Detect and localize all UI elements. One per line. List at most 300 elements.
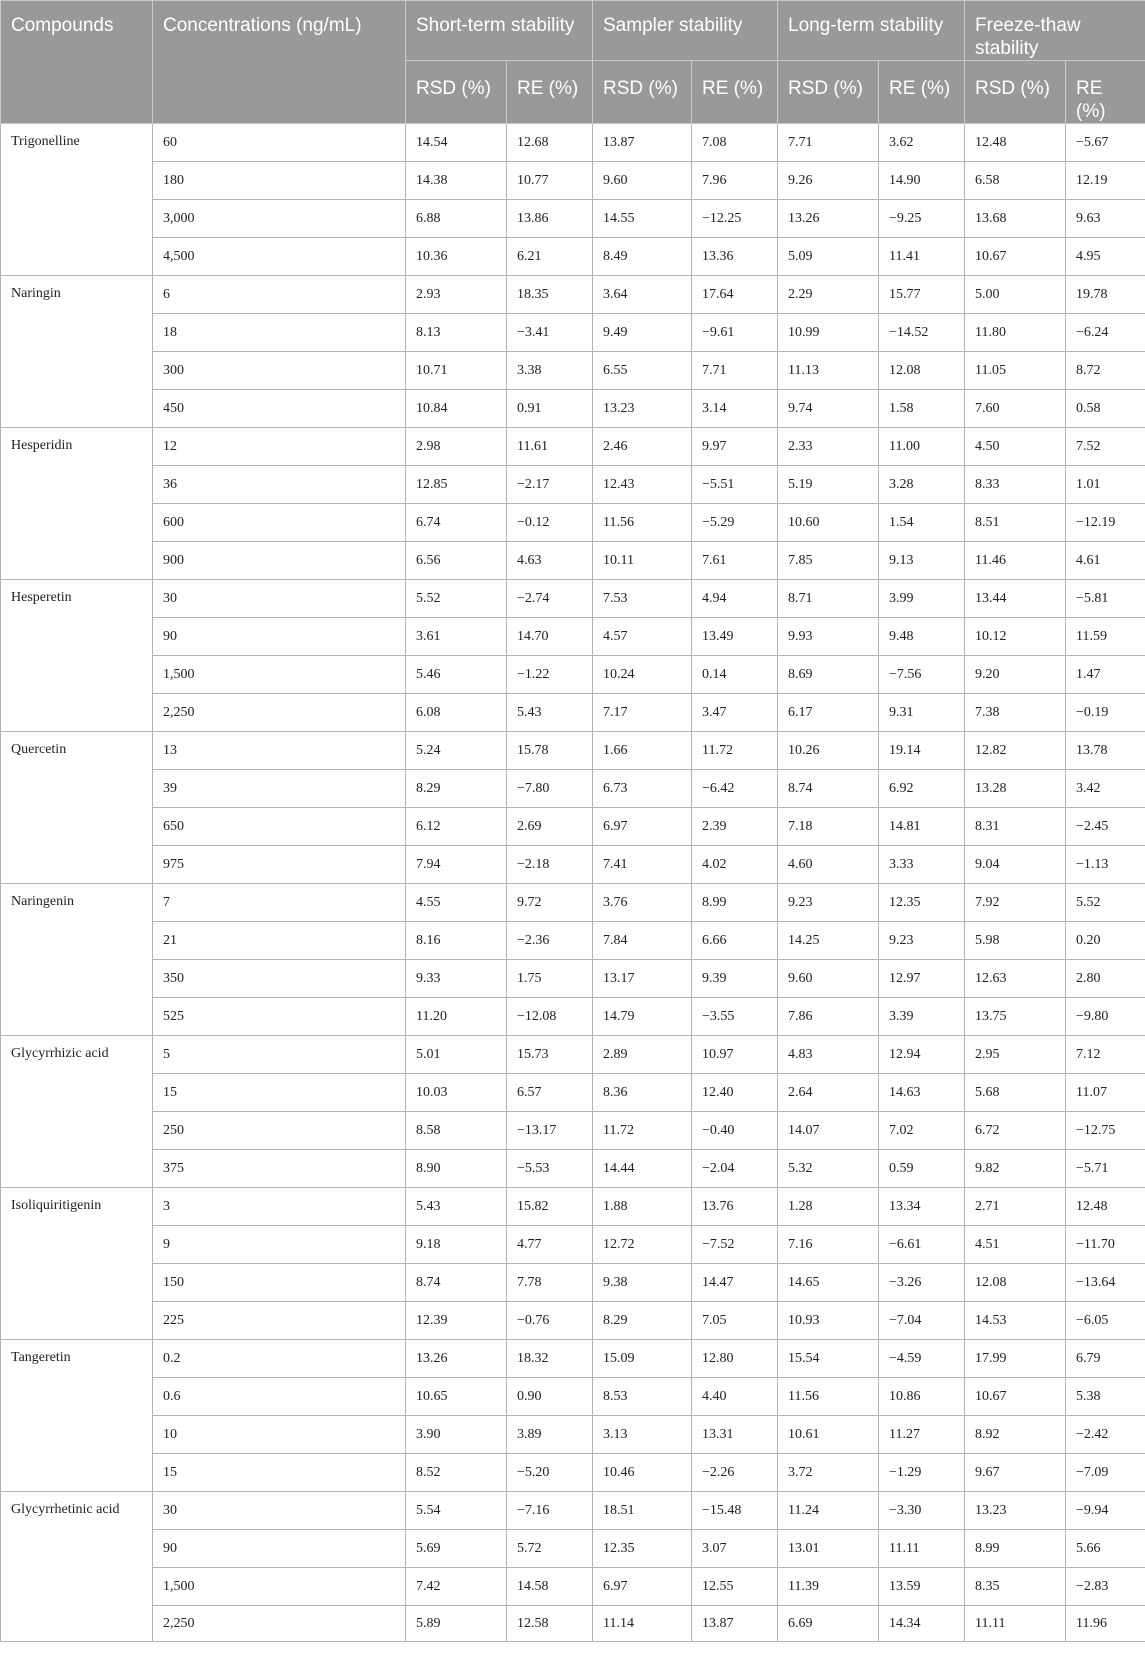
freeze-thaw-re-cell: −11.70 [1066,1226,1145,1264]
sampler-rsd-cell: 8.53 [593,1378,692,1416]
table-row [1,200,1145,238]
long-term-re-cell: −14.52 [879,314,965,352]
short-term-re-cell: −2.17 [507,466,593,504]
sampler-rsd-cell: 14.44 [593,1150,692,1188]
table-row [1,618,1145,656]
concentration-cell: 90 [153,618,406,656]
table-row [1,276,1145,314]
concentration-cell: 650 [153,808,406,846]
short-term-re-cell: 18.35 [507,276,593,314]
long-term-rsd-cell: 7.18 [778,808,879,846]
sampler-rsd-cell: 13.23 [593,390,692,428]
sampler-rsd-cell: 7.41 [593,846,692,884]
table-row [1,1036,1145,1074]
table-header [1,1,1145,124]
sampler-rsd-cell: 12.35 [593,1530,692,1568]
compound-name-cell: Trigonelline [1,124,153,276]
table-row [1,846,1145,884]
short-term-rsd-cell: 8.29 [406,770,507,808]
long-term-rsd-cell: 14.65 [778,1264,879,1302]
sampler-re-cell: 10.97 [692,1036,778,1074]
short-term-rsd-cell: 6.88 [406,200,507,238]
table-row [1,770,1145,808]
short-term-re-cell: −13.17 [507,1112,593,1150]
sampler-re-cell: −3.55 [692,998,778,1036]
concentration-cell: 6 [153,276,406,314]
concentration-cell: 10 [153,1416,406,1454]
sampler-re-cell: 13.49 [692,618,778,656]
freeze-thaw-rsd-cell: 12.48 [965,124,1066,162]
long-term-re-cell: 7.02 [879,1112,965,1150]
short-term-rsd-cell: 5.46 [406,656,507,694]
short-term-rsd-cell: 10.65 [406,1378,507,1416]
long-term-re-cell: 12.08 [879,352,965,390]
sampler-re-cell: 8.99 [692,884,778,922]
freeze-thaw-rsd-cell: 9.82 [965,1150,1066,1188]
long-term-re-cell: 11.00 [879,428,965,466]
short-term-re-cell: 4.63 [507,542,593,580]
freeze-thaw-rsd-cell: 11.05 [965,352,1066,390]
long-term-rsd-cell: 10.99 [778,314,879,352]
table-row [1,1074,1145,1112]
freeze-thaw-rsd-cell: 8.31 [965,808,1066,846]
long-term-rsd-cell: 7.85 [778,542,879,580]
freeze-thaw-re-cell: 1.01 [1066,466,1145,504]
short-term-re-cell: 11.61 [507,428,593,466]
long-term-re-cell: 3.62 [879,124,965,162]
long-term-re-cell: 6.92 [879,770,965,808]
concentration-cell: 21 [153,922,406,960]
sampler-rsd-cell: 11.56 [593,504,692,542]
sampler-re-cell: 7.61 [692,542,778,580]
concentration-cell: 2,250 [153,694,406,732]
sampler-rsd-cell: 12.43 [593,466,692,504]
sampler-rsd-cell: 3.13 [593,1416,692,1454]
freeze-thaw-re-cell: −2.45 [1066,808,1145,846]
short-term-rsd-cell: 10.36 [406,238,507,276]
short-term-re-cell: −3.41 [507,314,593,352]
short-term-re-cell: 18.32 [507,1340,593,1378]
freeze-thaw-rsd-cell: 9.20 [965,656,1066,694]
concentration-cell: 30 [153,1492,406,1530]
sampler-rsd-cell: 9.38 [593,1264,692,1302]
short-term-rsd-cell: 2.98 [406,428,507,466]
short-term-rsd-cell: 5.01 [406,1036,507,1074]
sampler-re-cell: 4.02 [692,846,778,884]
short-term-re-cell: 15.82 [507,1188,593,1226]
sampler-rsd-cell: 8.29 [593,1302,692,1340]
table-row [1,352,1145,390]
long-term-re-cell: 11.27 [879,1416,965,1454]
short-term-re-cell: 0.91 [507,390,593,428]
concentration-cell: 3,000 [153,200,406,238]
freeze-thaw-re-cell: −12.75 [1066,1112,1145,1150]
freeze-thaw-rsd-cell: 8.92 [965,1416,1066,1454]
long-term-re-cell: −7.56 [879,656,965,694]
freeze-thaw-re-cell: −5.81 [1066,580,1145,618]
sampler-re-cell: −15.48 [692,1492,778,1530]
short-term-re-cell: 3.89 [507,1416,593,1454]
long-term-rsd-cell: 4.60 [778,846,879,884]
concentration-cell: 15 [153,1074,406,1112]
concentration-cell: 150 [153,1264,406,1302]
short-term-re-cell: 10.77 [507,162,593,200]
sampler-rsd-cell: 7.17 [593,694,692,732]
long-term-rsd-cell: 11.56 [778,1378,879,1416]
table-row [1,998,1145,1036]
sampler-rsd-cell: 7.84 [593,922,692,960]
freeze-thaw-rsd-cell: 8.35 [965,1568,1066,1606]
freeze-thaw-rsd-cell: 12.08 [965,1264,1066,1302]
short-term-rsd-cell: 7.42 [406,1568,507,1606]
sampler-rsd-cell: 4.57 [593,618,692,656]
concentration-cell: 60 [153,124,406,162]
table-row [1,732,1145,770]
header-short-term-rsd: RSD (%) [406,61,507,124]
freeze-thaw-re-cell: −2.42 [1066,1416,1145,1454]
freeze-thaw-re-cell: 7.52 [1066,428,1145,466]
concentration-cell: 0.6 [153,1378,406,1416]
concentration-cell: 12 [153,428,406,466]
concentration-cell: 1,500 [153,656,406,694]
header-compounds: Compounds [1,1,153,124]
sampler-re-cell: −7.52 [692,1226,778,1264]
short-term-rsd-cell: 6.74 [406,504,507,542]
freeze-thaw-re-cell: 2.80 [1066,960,1145,998]
long-term-rsd-cell: 8.71 [778,580,879,618]
concentration-cell: 5 [153,1036,406,1074]
sampler-rsd-cell: 8.49 [593,238,692,276]
sampler-re-cell: 13.76 [692,1188,778,1226]
freeze-thaw-re-cell: 11.07 [1066,1074,1145,1112]
short-term-rsd-cell: 11.20 [406,998,507,1036]
long-term-re-cell: 9.13 [879,542,965,580]
header-sampler-stability: Sampler stability [593,1,778,61]
short-term-rsd-cell: 5.52 [406,580,507,618]
freeze-thaw-re-cell: −1.13 [1066,846,1145,884]
sampler-re-cell: 2.39 [692,808,778,846]
long-term-re-cell: 0.59 [879,1150,965,1188]
concentration-cell: 7 [153,884,406,922]
sampler-re-cell: 13.31 [692,1416,778,1454]
table-row [1,808,1145,846]
long-term-re-cell: 10.86 [879,1378,965,1416]
short-term-rsd-cell: 5.54 [406,1492,507,1530]
freeze-thaw-re-cell: −5.67 [1066,124,1145,162]
long-term-rsd-cell: 5.19 [778,466,879,504]
sampler-re-cell: 9.97 [692,428,778,466]
short-term-re-cell: −2.36 [507,922,593,960]
concentration-cell: 3 [153,1188,406,1226]
freeze-thaw-re-cell: 12.48 [1066,1188,1145,1226]
sampler-rsd-cell: 9.60 [593,162,692,200]
table-row [1,466,1145,504]
long-term-re-cell: 14.90 [879,162,965,200]
sampler-re-cell: 17.64 [692,276,778,314]
freeze-thaw-re-cell: 0.58 [1066,390,1145,428]
sampler-re-cell: −6.42 [692,770,778,808]
freeze-thaw-re-cell: 0.20 [1066,922,1145,960]
freeze-thaw-rsd-cell: 9.67 [965,1454,1066,1492]
short-term-rsd-cell: 9.33 [406,960,507,998]
sampler-rsd-cell: 11.14 [593,1606,692,1642]
concentration-cell: 225 [153,1302,406,1340]
sampler-rsd-cell: 13.17 [593,960,692,998]
long-term-rsd-cell: 10.26 [778,732,879,770]
long-term-re-cell: −3.26 [879,1264,965,1302]
sampler-rsd-cell: 3.64 [593,276,692,314]
freeze-thaw-re-cell: 11.59 [1066,618,1145,656]
table-row [1,1568,1145,1606]
header-long-term-stability: Long-term stability [778,1,965,61]
compound-name-cell: Hesperetin [1,580,153,732]
freeze-thaw-re-cell: 3.42 [1066,770,1145,808]
long-term-re-cell: −7.04 [879,1302,965,1340]
sampler-re-cell: 3.47 [692,694,778,732]
compound-name-cell: Naringin [1,276,153,428]
compound-name-cell: Glycyrrhetinic acid [1,1492,153,1642]
long-term-re-cell: 9.23 [879,922,965,960]
sampler-re-cell: 7.08 [692,124,778,162]
sampler-re-cell: 12.55 [692,1568,778,1606]
table-row [1,238,1145,276]
freeze-thaw-rsd-cell: 9.04 [965,846,1066,884]
short-term-re-cell: −2.74 [507,580,593,618]
short-term-re-cell: −12.08 [507,998,593,1036]
long-term-re-cell: 12.35 [879,884,965,922]
table-row [1,390,1145,428]
freeze-thaw-re-cell: 5.66 [1066,1530,1145,1568]
freeze-thaw-re-cell: −9.80 [1066,998,1145,1036]
short-term-rsd-cell: 10.71 [406,352,507,390]
freeze-thaw-re-cell: −6.24 [1066,314,1145,352]
short-term-rsd-cell: 8.74 [406,1264,507,1302]
table-row [1,1150,1145,1188]
freeze-thaw-rsd-cell: 13.28 [965,770,1066,808]
sampler-re-cell: 3.07 [692,1530,778,1568]
sampler-rsd-cell: 2.46 [593,428,692,466]
table-row [1,580,1145,618]
long-term-re-cell: −9.25 [879,200,965,238]
table-row [1,162,1145,200]
sampler-rsd-cell: 1.88 [593,1188,692,1226]
freeze-thaw-re-cell: 11.96 [1066,1606,1145,1642]
short-term-re-cell: −2.18 [507,846,593,884]
sampler-re-cell: 12.80 [692,1340,778,1378]
freeze-thaw-re-cell: −7.09 [1066,1454,1145,1492]
short-term-re-cell: 4.77 [507,1226,593,1264]
long-term-re-cell: 3.28 [879,466,965,504]
freeze-thaw-re-cell: −13.64 [1066,1264,1145,1302]
short-term-re-cell: 2.69 [507,808,593,846]
sampler-rsd-cell: 6.73 [593,770,692,808]
long-term-re-cell: 13.59 [879,1568,965,1606]
short-term-re-cell: 7.78 [507,1264,593,1302]
table-row [1,1530,1145,1568]
freeze-thaw-re-cell: 5.38 [1066,1378,1145,1416]
header-sampler-rsd: RSD (%) [593,61,692,124]
header-long-term-re: RE (%) [879,61,965,124]
freeze-thaw-rsd-cell: 13.23 [965,1492,1066,1530]
short-term-rsd-cell: 10.84 [406,390,507,428]
freeze-thaw-rsd-cell: 2.95 [965,1036,1066,1074]
freeze-thaw-rsd-cell: 4.50 [965,428,1066,466]
long-term-rsd-cell: 10.93 [778,1302,879,1340]
long-term-re-cell: 14.81 [879,808,965,846]
freeze-thaw-rsd-cell: 12.63 [965,960,1066,998]
freeze-thaw-re-cell: 5.52 [1066,884,1145,922]
short-term-re-cell: −7.80 [507,770,593,808]
long-term-re-cell: 3.99 [879,580,965,618]
sampler-re-cell: 11.72 [692,732,778,770]
concentration-cell: 1,500 [153,1568,406,1606]
short-term-rsd-cell: 8.16 [406,922,507,960]
short-term-rsd-cell: 8.58 [406,1112,507,1150]
table-row [1,314,1145,352]
short-term-rsd-cell: 5.89 [406,1606,507,1642]
sampler-rsd-cell: 12.72 [593,1226,692,1264]
sampler-re-cell: 13.36 [692,238,778,276]
sampler-rsd-cell: 6.55 [593,352,692,390]
long-term-re-cell: −4.59 [879,1340,965,1378]
sampler-rsd-cell: 7.53 [593,580,692,618]
short-term-rsd-cell: 6.56 [406,542,507,580]
short-term-re-cell: 6.57 [507,1074,593,1112]
short-term-rsd-cell: 5.24 [406,732,507,770]
concentration-cell: 180 [153,162,406,200]
long-term-rsd-cell: 8.74 [778,770,879,808]
table-row [1,922,1145,960]
freeze-thaw-re-cell: 9.63 [1066,200,1145,238]
freeze-thaw-rsd-cell: 11.11 [965,1606,1066,1642]
long-term-rsd-cell: 13.01 [778,1530,879,1568]
freeze-thaw-re-cell: −2.83 [1066,1568,1145,1606]
short-term-rsd-cell: 7.94 [406,846,507,884]
sampler-rsd-cell: 10.11 [593,542,692,580]
long-term-re-cell: 9.48 [879,618,965,656]
short-term-re-cell: 14.58 [507,1568,593,1606]
short-term-rsd-cell: 2.93 [406,276,507,314]
short-term-rsd-cell: 5.43 [406,1188,507,1226]
freeze-thaw-re-cell: −12.19 [1066,504,1145,542]
sampler-re-cell: 12.40 [692,1074,778,1112]
short-term-re-cell: −0.12 [507,504,593,542]
table-row [1,1226,1145,1264]
short-term-re-cell: 15.78 [507,732,593,770]
compound-name-cell: Isoliquiritigenin [1,1188,153,1340]
table-row [1,1492,1145,1530]
concentration-cell: 2,250 [153,1606,406,1642]
concentration-cell: 975 [153,846,406,884]
table-row [1,124,1145,162]
sampler-rsd-cell: 3.76 [593,884,692,922]
freeze-thaw-rsd-cell: 13.68 [965,200,1066,238]
long-term-rsd-cell: 3.72 [778,1454,879,1492]
freeze-thaw-re-cell: 6.79 [1066,1340,1145,1378]
freeze-thaw-rsd-cell: 7.60 [965,390,1066,428]
table-row [1,1454,1145,1492]
freeze-thaw-re-cell: 1.47 [1066,656,1145,694]
short-term-rsd-cell: 4.55 [406,884,507,922]
table-row [1,884,1145,922]
long-term-re-cell: 12.97 [879,960,965,998]
long-term-rsd-cell: 10.60 [778,504,879,542]
header-sampler-re: RE (%) [692,61,778,124]
concentration-cell: 450 [153,390,406,428]
sampler-re-cell: 9.39 [692,960,778,998]
long-term-rsd-cell: 7.16 [778,1226,879,1264]
freeze-thaw-re-cell: 7.12 [1066,1036,1145,1074]
long-term-re-cell: −3.30 [879,1492,965,1530]
concentration-cell: 90 [153,1530,406,1568]
long-term-rsd-cell: 13.26 [778,200,879,238]
long-term-re-cell: 14.34 [879,1606,965,1642]
short-term-re-cell: 15.73 [507,1036,593,1074]
sampler-rsd-cell: 9.49 [593,314,692,352]
sampler-rsd-cell: 15.09 [593,1340,692,1378]
long-term-rsd-cell: 5.32 [778,1150,879,1188]
freeze-thaw-re-cell: 4.95 [1066,238,1145,276]
long-term-re-cell: 1.58 [879,390,965,428]
long-term-re-cell: 3.33 [879,846,965,884]
freeze-thaw-rsd-cell: 8.33 [965,466,1066,504]
long-term-rsd-cell: 11.13 [778,352,879,390]
short-term-re-cell: 5.43 [507,694,593,732]
table-row [1,1340,1145,1378]
table-row [1,1416,1145,1454]
short-term-rsd-cell: 8.13 [406,314,507,352]
long-term-rsd-cell: 10.61 [778,1416,879,1454]
compound-name-cell: Naringenin [1,884,153,1036]
long-term-re-cell: 13.34 [879,1188,965,1226]
sampler-re-cell: 3.14 [692,390,778,428]
short-term-rsd-cell: 12.85 [406,466,507,504]
freeze-thaw-rsd-cell: 17.99 [965,1340,1066,1378]
short-term-rsd-cell: 12.39 [406,1302,507,1340]
short-term-rsd-cell: 14.54 [406,124,507,162]
sampler-rsd-cell: 18.51 [593,1492,692,1530]
long-term-rsd-cell: 6.69 [778,1606,879,1642]
long-term-re-cell: 1.54 [879,504,965,542]
short-term-re-cell: 13.86 [507,200,593,238]
concentration-cell: 0.2 [153,1340,406,1378]
sampler-rsd-cell: 8.36 [593,1074,692,1112]
header-long-term-rsd: RSD (%) [778,61,879,124]
long-term-rsd-cell: 9.23 [778,884,879,922]
sampler-re-cell: −0.40 [692,1112,778,1150]
header-concentrations: Concentrations (ng/mL) [153,1,406,124]
concentration-cell: 15 [153,1454,406,1492]
short-term-re-cell: 3.38 [507,352,593,390]
sampler-rsd-cell: 14.79 [593,998,692,1036]
sampler-rsd-cell: 6.97 [593,808,692,846]
sampler-rsd-cell: 10.46 [593,1454,692,1492]
freeze-thaw-rsd-cell: 10.67 [965,238,1066,276]
sampler-re-cell: 7.05 [692,1302,778,1340]
concentration-cell: 30 [153,580,406,618]
freeze-thaw-re-cell: 4.61 [1066,542,1145,580]
long-term-re-cell: 14.63 [879,1074,965,1112]
table-row [1,1302,1145,1340]
sampler-rsd-cell: 14.55 [593,200,692,238]
compound-name-cell: Hesperidin [1,428,153,580]
table-row [1,428,1145,466]
freeze-thaw-re-cell: −6.05 [1066,1302,1145,1340]
freeze-thaw-re-cell: −9.94 [1066,1492,1145,1530]
short-term-rsd-cell: 8.90 [406,1150,507,1188]
freeze-thaw-rsd-cell: 5.00 [965,276,1066,314]
short-term-rsd-cell: 8.52 [406,1454,507,1492]
